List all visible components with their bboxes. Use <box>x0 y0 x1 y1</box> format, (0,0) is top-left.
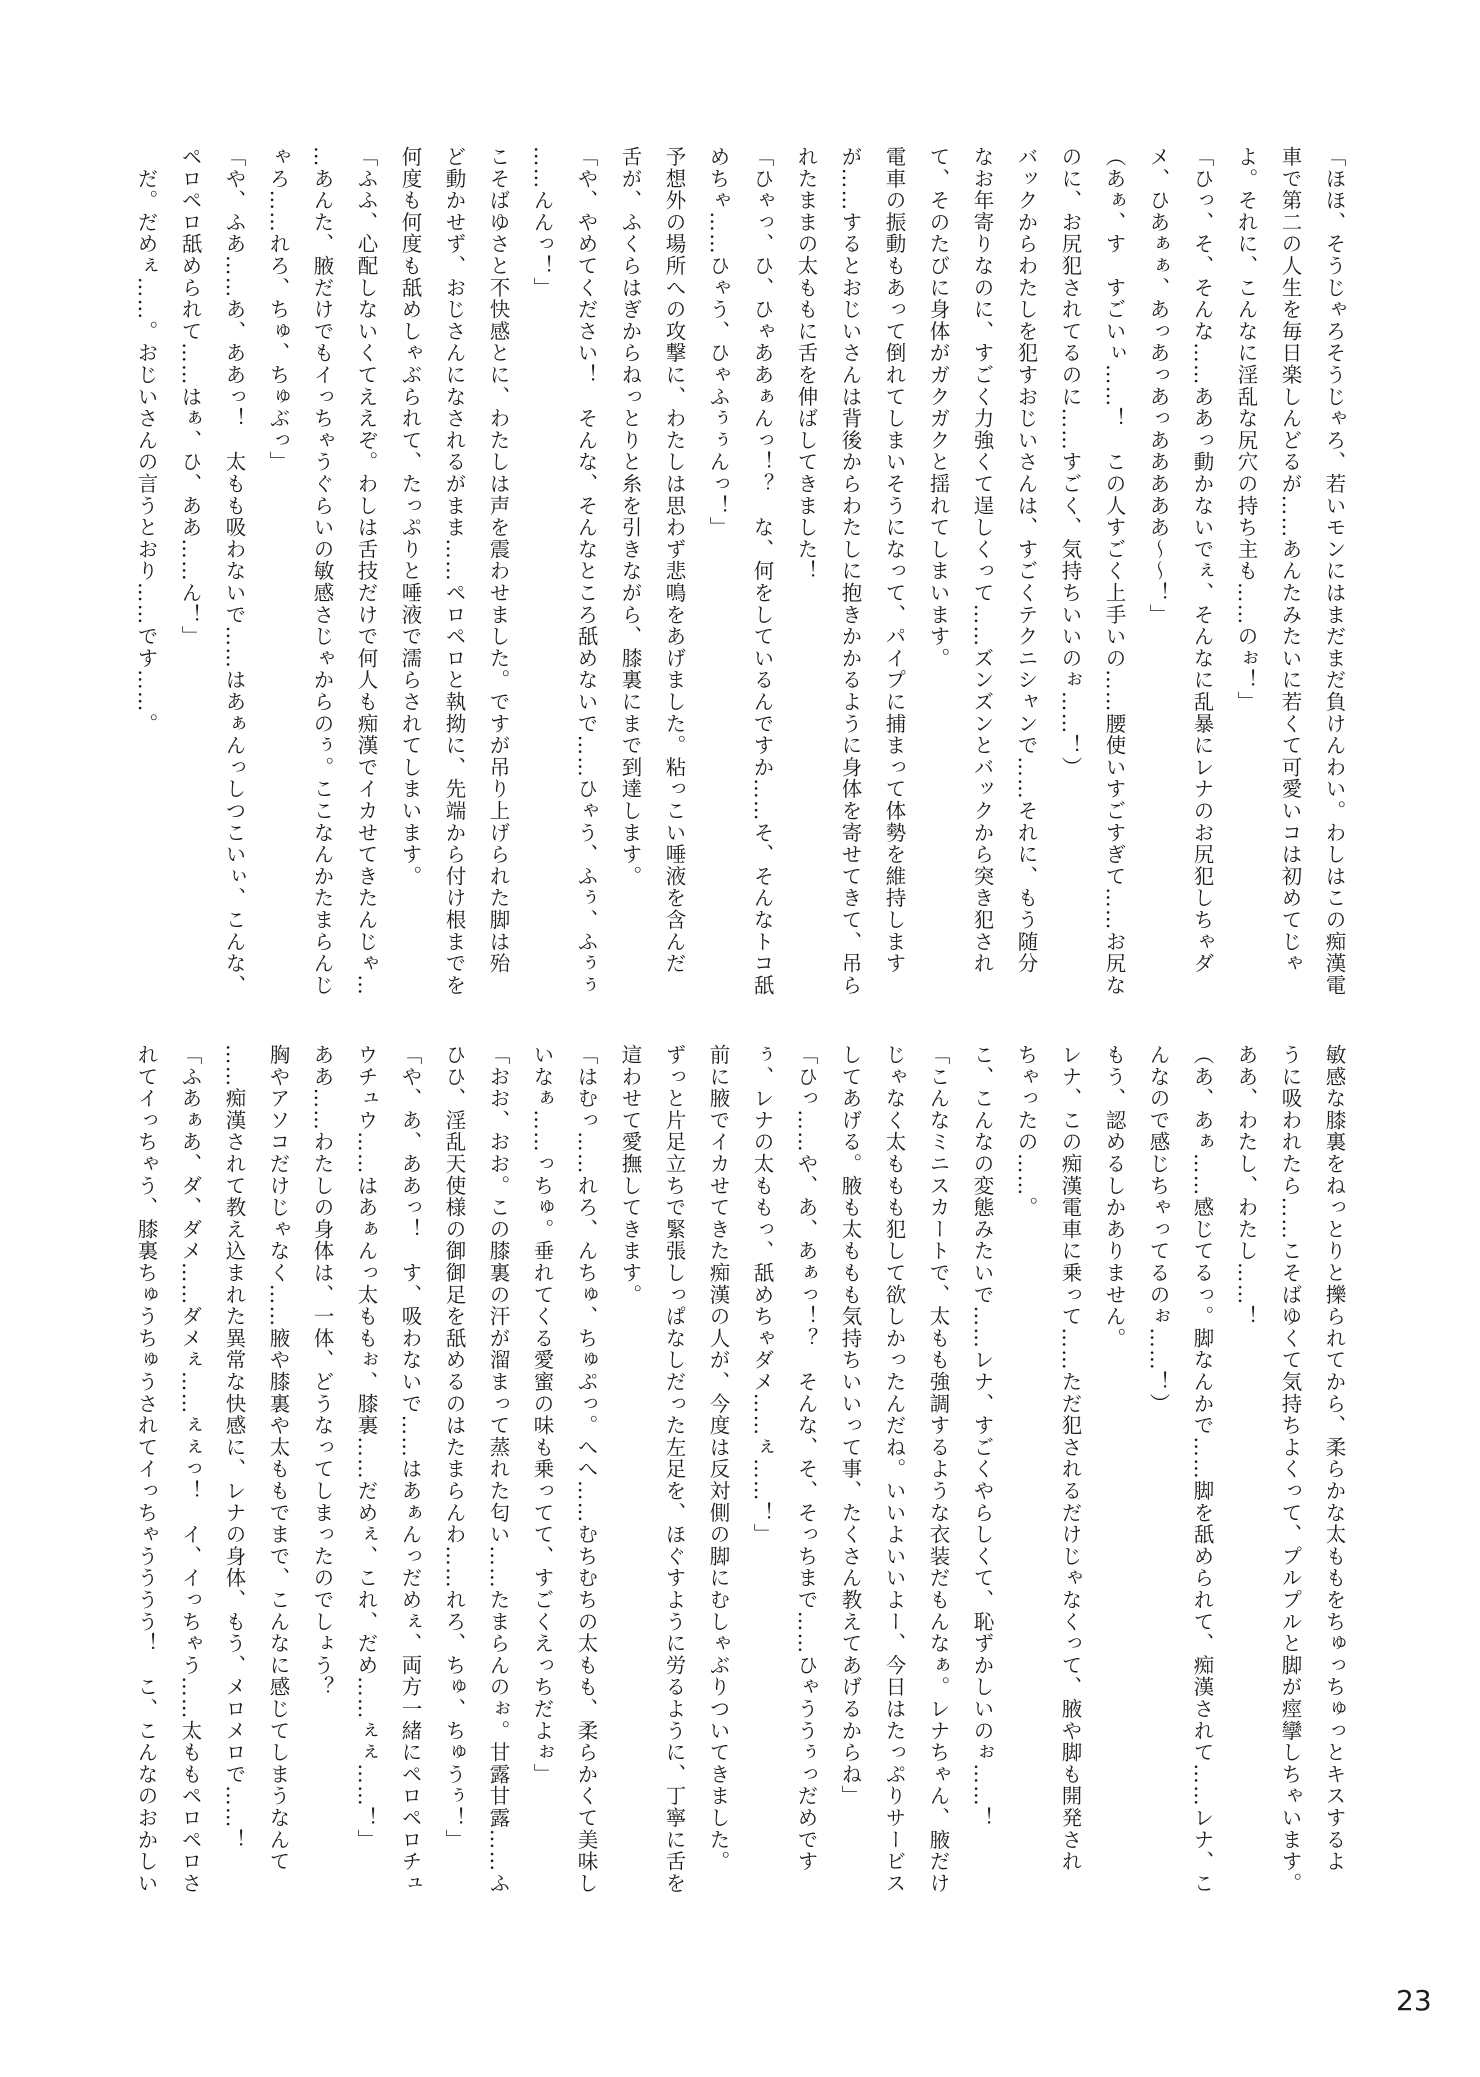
text-column: 電車の振動もあって倒れてしまいそうになって、パイプに捕まって体勢を維持します <box>882 146 906 975</box>
text-column: て、そのたびに身体がガクガクと揺れてしまいます。 <box>926 146 950 670</box>
text-column: 前に腋でイカせてきた痴漢の人が、今度は反対側の脚にむしゃぶりついてきました。 <box>706 1044 730 1873</box>
text-column: 舌が、ふくらはぎからねっとりと糸を引きながら、膝裏にまで到達します。 <box>618 146 642 888</box>
text-column: 「や、ふあ……あ、ああっ！ 太もも吸わないで……はあぁんっしつこいぃ、こんな、 <box>222 146 246 997</box>
text-column: 這わせて愛撫してきます。 <box>618 1044 642 1306</box>
text-column: ひひ、淫乱天使様の御御足を舐めるのはたまらんわ……れろ、ちゅ、ちゅうぅ！」 <box>442 1044 466 1851</box>
text-column: ぅ、レナの太ももっ、舐めちゃダメ……ぇ……！」 <box>750 1044 774 1546</box>
text-column: ああ、わたし、わたし……！ <box>1234 1044 1258 1328</box>
text-column: よ。それに、こんなに淫乱な尻穴の持ち主も……のぉ！」 <box>1234 146 1258 713</box>
text-column: 「こんなミニスカートで、太もも強調するような衣装だもんなぁ。レナちゃん、腋だけ <box>926 1044 950 1895</box>
text-column: 「はむっ……れろ、んちゅ、ちゅぷっ。へへ……むちむちの太もも、柔らかくて美味し <box>574 1044 598 1895</box>
text-column: 「ひっ、そ、そんな……ああっ動かないでぇ、そんなに乱暴にレナのお尻犯しちゃダ <box>1190 146 1214 975</box>
text-column: …あんた、腋だけでもイっちゃうぐらいの敏感さじゃからのぅ。ここなんかたまらんじ <box>310 146 334 997</box>
text-column: のに、お尻犯されてるのに……すごく、気持ちいいのぉ……！） <box>1058 146 1082 779</box>
text-column: 「ふふ、心配しないくてええぞ。わしは舌技だけで何人も痴漢でイカせてきたんじゃ… <box>354 146 378 997</box>
text-column: 「ふあぁあ、ダ、ダメ……ダメぇ……ぇぇっ！ イ、イっちゃう……太ももペロペロさ <box>178 1044 202 1895</box>
text-column: れてイっちゃう、膝裏ちゅうちゅうされてイっちゃうううう！ こ、こんなのおかしい <box>134 1044 158 1895</box>
text-column: めちゃ……ひゃう、ひゃふぅぅんっ！」 <box>706 146 730 539</box>
text-column: ペロペロ舐められて……はぁ、ひ、ああ……ん！」 <box>178 146 202 648</box>
text-column: してあげる。腋も太ももも気持ちいいって事、たくさん教えてあげるからね」 <box>838 1044 862 1807</box>
text-column: が……するとおじいさんは背後からわたしに抱きかかるように身体を寄せてきて、吊ら <box>838 146 862 997</box>
text-column: ど動かせず、おじさんになされるがまま……ペロペロと執拗に、先端から付け根までを <box>442 146 466 997</box>
text-column: （あ、あぁ……感じてるっ。脚なんかで……脚を舐められて、痴漢されて……レナ、こ <box>1190 1044 1214 1895</box>
bottom-text-block <box>124 1044 1356 1960</box>
text-column: 「ひゃっ、ひ、ひゃああぁんっ！？ な、何をしているんですか……そ、そんなトコ舐 <box>750 146 774 997</box>
text-column: 何度も何度も舐めしゃぶられて、たっぷりと唾液で濡らされてしまいます。 <box>398 146 422 888</box>
text-column: ……んんっ！」 <box>530 146 554 299</box>
text-column: 敏感な膝裏をねっとりと擽られてから、柔らかな太ももをちゅっちゅっとキスするよ <box>1322 1044 1346 1873</box>
text-column: ずっと片足立ちで緊張しっぱなしだった左足を、ほぐすように労るように、丁寧に舌を <box>662 1044 686 1895</box>
top-text-block <box>124 146 1356 1018</box>
text-column: メ、ひあぁぁ、あっあっあっあああああ～～！」 <box>1146 146 1170 626</box>
text-column: 「ひっ……や、あ、あぁっ！？ そんな、そ、そっちまで……ひゃううぅっだめです <box>794 1044 818 1873</box>
text-column: だ。だめぇ……。おじいさんの言うとおり……です……。 <box>134 146 158 735</box>
text-column: 車で第二の人生を毎日楽しんどるが……あんたみたいに若くて可愛いコは初めてじゃ <box>1278 146 1302 975</box>
text-column: うに吸われたら……こそばゆくて気持ちよくって、プルプルと脚が痙攣しちゃいます。 <box>1278 1044 1302 1895</box>
text-column: 「や、やめてください！ そんな、そんなところ舐めないで……ひゃう、ふぅ、ふぅぅ <box>574 146 598 997</box>
text-column: ウチュウ……はあぁんっ太ももぉ、膝裏……だめぇ、これ、だめ……ぇぇ……！」 <box>354 1044 378 1851</box>
text-column: じゃなく太ももも犯して欲しかったんだね。いいよいいよー、今日はたっぷりサービス <box>882 1044 906 1895</box>
text-column: もう、認めるしかありません。 <box>1102 1044 1126 1350</box>
text-column: ……痴漢されて教え込まれた異常な快感に、レナの身体、もう、メロメロで……！ <box>222 1044 246 1851</box>
text-column: こ、こんなの変態みたいで……レナ、すごくやらしくて、恥ずかしいのぉ……！ <box>970 1044 994 1829</box>
text-column: ちゃったの……。 <box>1014 1044 1038 1219</box>
text-column: 「や、あ、ああっ！ す、吸わないで……はあぁんっだめぇ、両方一緒にペロペロチュ <box>398 1044 422 1895</box>
text-column: ゃろ……れろ、ちゅ、ちゅぶっ」 <box>266 146 290 473</box>
text-column: レナ、この痴漢電車に乗って……ただ犯されるだけじゃなくって、腋や脚も開発され <box>1058 1044 1082 1873</box>
text-column: いなぁ……っちゅ。垂れてくる愛蜜の味も乗ってて、すごくえっちだよぉ」 <box>530 1044 554 1786</box>
text-column: ああ……わたしの身体は、一体、どうなってしまったのでしょう？ <box>310 1044 334 1698</box>
text-column: 「ほほ、そうじゃろそうじゃろ、若いモンにはまだまだ負けんわい。わしはこの痴漢電 <box>1322 146 1346 997</box>
page-number: 23 <box>1396 1984 1432 2017</box>
text-column: んなので感じちゃってるのぉ……！） <box>1146 1044 1170 1415</box>
text-column: バックからわたしを犯すおじいさんは、すごくテクニシャンで……それに、もう随分 <box>1014 146 1038 975</box>
text-column: 胸やアソコだけじゃなく……腋や膝裏や太ももでまで、こんなに感じてしまうなんて <box>266 1044 290 1873</box>
text-column: （あぁ、す すごいぃ……！ この人すごく上手いの……腰使いすごすぎて……お尻な <box>1102 146 1126 997</box>
text-column: 「おお、おお。この膝裏の汗が溜まって蒸れた匂い……たまらんのぉ。甘露甘露……ふ <box>486 1044 510 1895</box>
text-column: こそばゆさと不快感とに、わたしは声を震わせました。ですが吊り上げられた脚は殆 <box>486 146 510 975</box>
text-column: なお年寄りなのに、すごく力強くて逞しくって……ズンズンとバックから突き犯され <box>970 146 994 975</box>
text-column: れたままの太ももに舌を伸ばしてきました！ <box>794 146 818 582</box>
text-column: 予想外の場所への攻撃に、わたしは思わず悲鳴をあげました。粘っこい唾液を含んだ <box>662 146 686 975</box>
